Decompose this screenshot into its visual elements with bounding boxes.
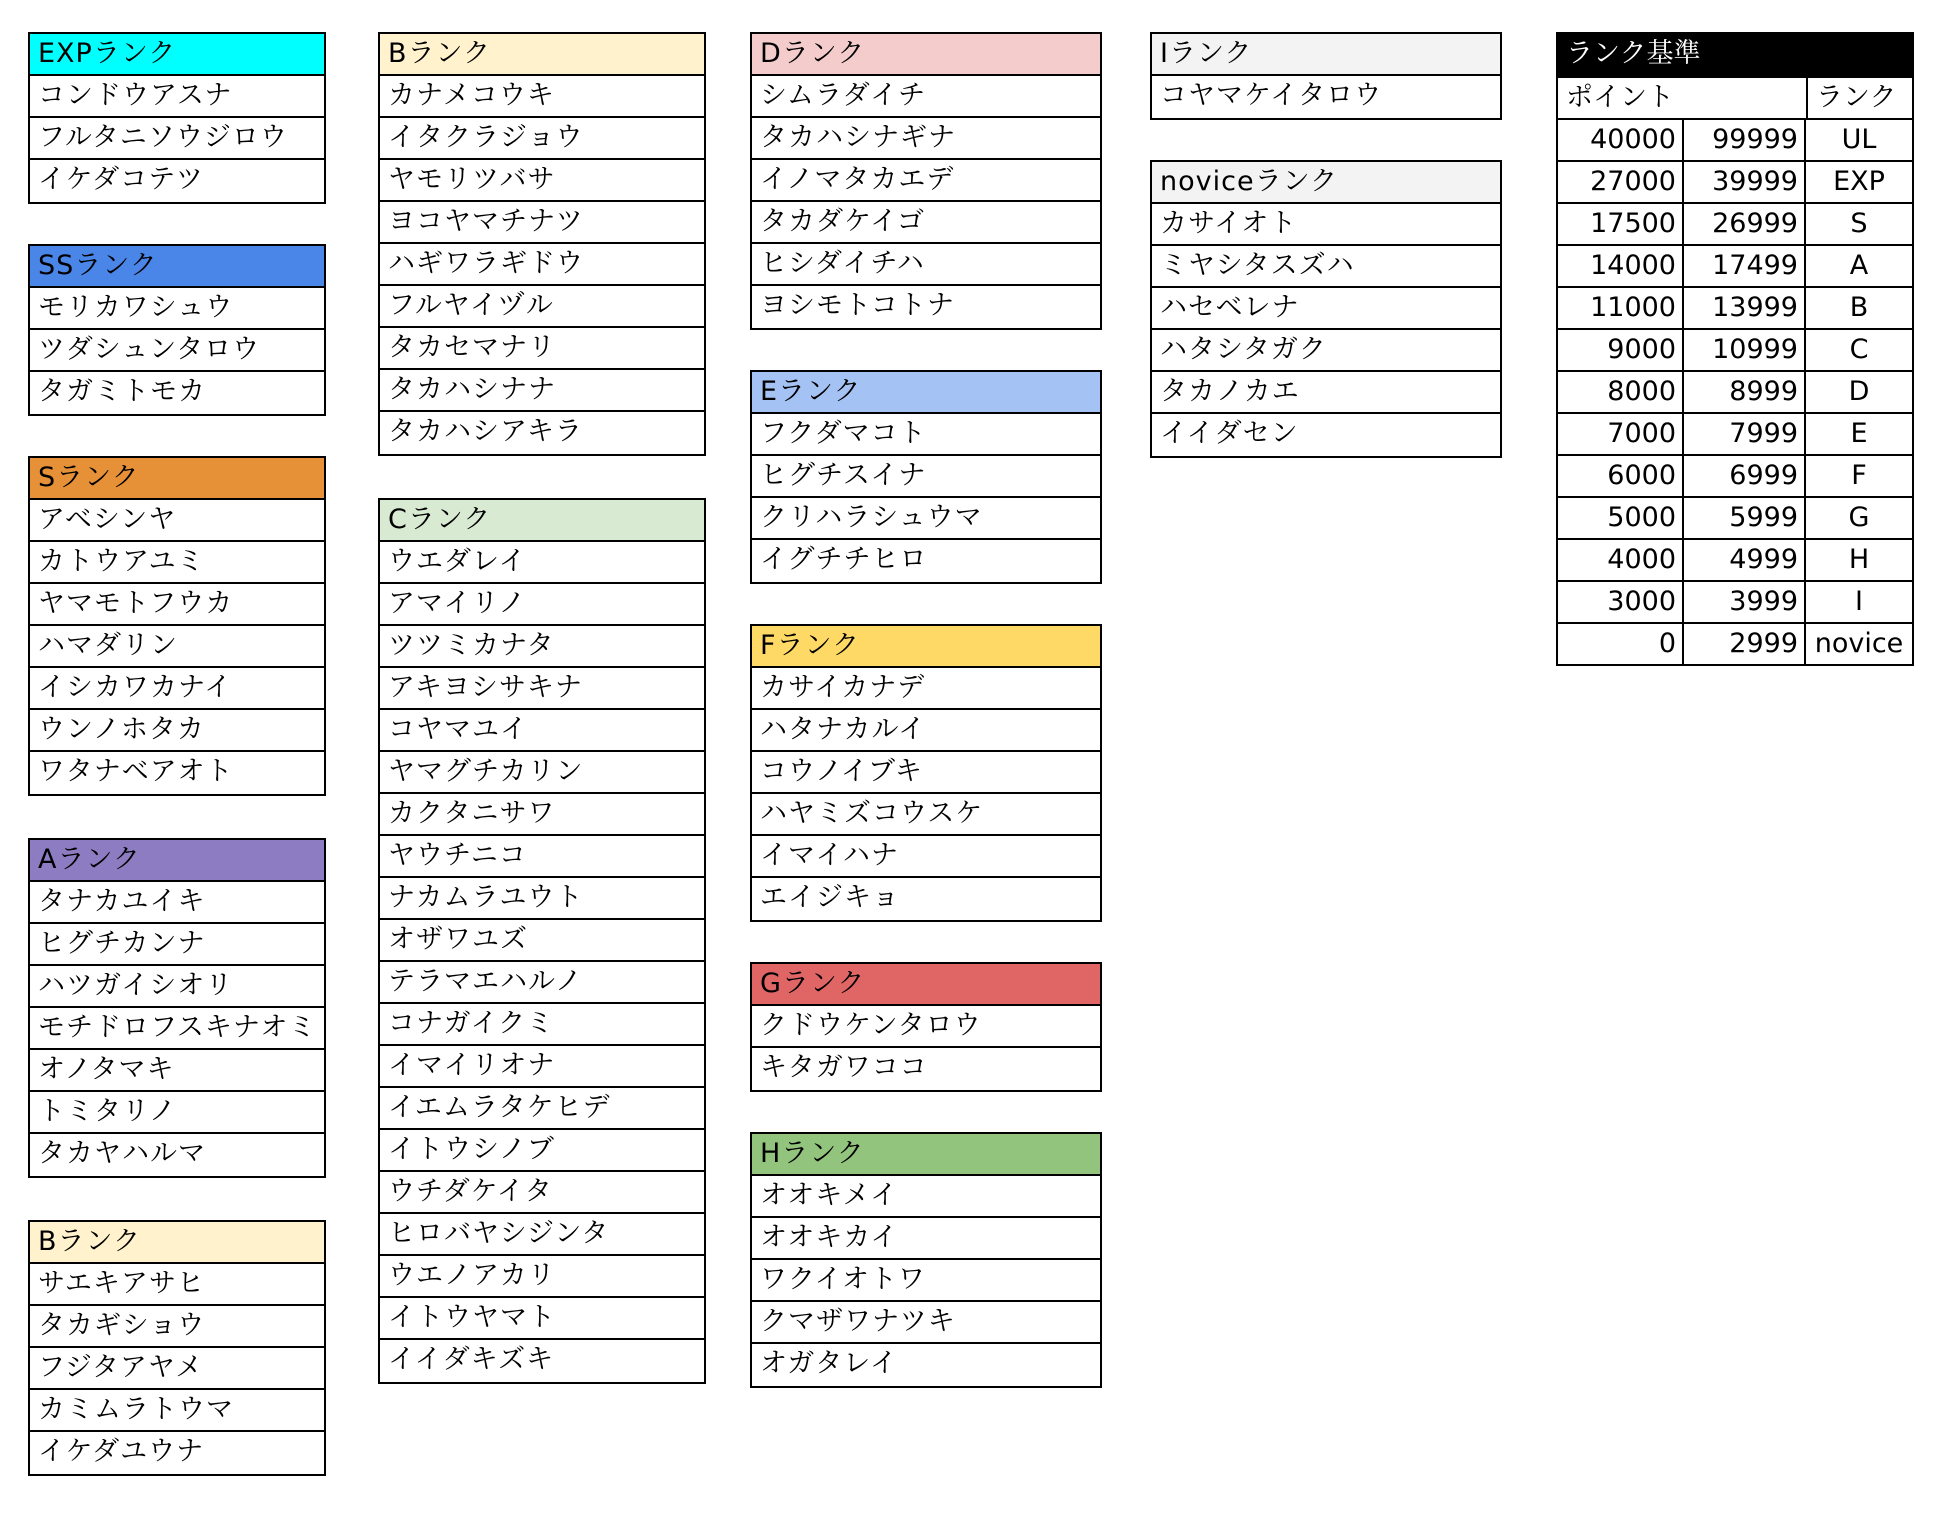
member-name: コウノイブキ <box>752 752 1100 794</box>
rank-group <box>750 370 1102 584</box>
member-name: モチドロフスキナオミ <box>30 1008 324 1050</box>
member-name: ヤマグチカリン <box>380 752 704 794</box>
rank-group <box>378 32 706 456</box>
rank-group <box>750 624 1102 922</box>
member-name: イケダコテツ <box>38 164 204 195</box>
rank-group-title: Aランク <box>30 840 324 882</box>
criteria-row <box>1558 622 1912 664</box>
member-name: タカハシナナ <box>380 370 704 412</box>
criteria-max: 5999 <box>1684 498 1806 538</box>
criteria-min: 9000 <box>1558 330 1684 370</box>
rank-group-title: Dランク <box>752 34 1100 76</box>
criteria-row <box>1558 370 1912 412</box>
member-name: コヤマユイ <box>380 710 704 752</box>
criteria-rows <box>1558 118 1912 664</box>
criteria-max: 6999 <box>1684 456 1806 496</box>
member-name: イマイリオナ <box>380 1046 704 1088</box>
member-name: アベシンヤ <box>30 500 324 542</box>
member-name: タカヤハルマ <box>38 1138 206 1169</box>
criteria-point-label: ポイント <box>1566 82 1674 113</box>
criteria-rank: H <box>1848 544 1870 575</box>
member-name: カサイカナデ <box>752 668 1100 710</box>
criteria-max: 39999 <box>1684 162 1806 202</box>
criteria-rank: S <box>1850 208 1868 239</box>
rank-group <box>1150 160 1502 458</box>
member-name: タカハシナギナ <box>752 118 1100 160</box>
criteria-min: 17500 <box>1558 204 1684 244</box>
member-name: カサイオト <box>1152 204 1500 246</box>
criteria-row <box>1558 118 1912 160</box>
member-name: カクタニサワ <box>380 794 704 836</box>
member-name: タカハシアキラ <box>388 416 583 447</box>
rank-group-title: Cランク <box>380 500 704 542</box>
rank-group <box>750 32 1102 330</box>
criteria-min: 4000 <box>1558 540 1684 580</box>
criteria-max: 13999 <box>1684 288 1806 328</box>
criteria-rank: D <box>1848 376 1870 407</box>
member-name: ハマダリン <box>30 626 324 668</box>
member-name: クドウケンタロウ <box>752 1006 1100 1048</box>
member-name: ウエダレイ <box>380 542 704 584</box>
criteria-min: 7000 <box>1558 414 1684 454</box>
criteria-rank: B <box>1849 292 1869 323</box>
criteria-rank: novice <box>1814 628 1904 659</box>
member-name: ハタナカルイ <box>752 710 1100 752</box>
member-name: イシカワカナイ <box>30 668 324 710</box>
member-name: キタガワココ <box>760 1052 928 1083</box>
member-name: オオキカイ <box>752 1218 1100 1260</box>
member-name: オザワユズ <box>380 920 704 962</box>
criteria-rank: C <box>1849 334 1869 365</box>
rank-group <box>378 498 706 1384</box>
member-name: ウチダケイタ <box>380 1172 704 1214</box>
member-name: ワクイオトワ <box>752 1260 1100 1302</box>
member-name: イノマタカエデ <box>752 160 1100 202</box>
member-name: ハタシタガク <box>1152 330 1500 372</box>
criteria-min: 27000 <box>1558 162 1684 202</box>
member-name: コナガイクミ <box>380 1004 704 1046</box>
member-name: オオキメイ <box>752 1176 1100 1218</box>
member-name: エイジキョ <box>760 882 900 913</box>
criteria-row <box>1558 412 1912 454</box>
member-name: イグチチヒロ <box>760 544 928 575</box>
rank-group-title: Hランク <box>752 1134 1100 1176</box>
member-name: ハセベレナ <box>1152 288 1500 330</box>
member-name: ヒシダイチハ <box>752 244 1100 286</box>
criteria-min: 8000 <box>1558 372 1684 412</box>
criteria-max: 17499 <box>1684 246 1806 286</box>
member-name: ナカムラユウト <box>380 878 704 920</box>
member-name: ウエノアカリ <box>380 1256 704 1298</box>
member-name: イタクラジョウ <box>380 118 704 160</box>
rank-group-title: noviceランク <box>1152 162 1500 204</box>
criteria-rank: UL <box>1841 124 1877 155</box>
member-name: ヤモリツバサ <box>380 160 704 202</box>
criteria-max: 10999 <box>1684 330 1806 370</box>
member-name: オガタレイ <box>760 1348 898 1379</box>
member-name: ヒロバヤシジンタ <box>380 1214 704 1256</box>
rank-group-title: Eランク <box>752 372 1100 414</box>
criteria-rank: A <box>1849 250 1869 281</box>
rank-group-title: Sランク <box>30 458 324 500</box>
member-name: アキヨシサキナ <box>380 668 704 710</box>
criteria-min: 5000 <box>1558 498 1684 538</box>
member-name: シムラダイチ <box>752 76 1100 118</box>
member-name: タガミトモカ <box>38 376 206 407</box>
criteria-rank: I <box>1855 586 1863 617</box>
criteria-row <box>1558 286 1912 328</box>
rank-criteria-table <box>1556 32 1914 666</box>
criteria-title: ランク基準 <box>1558 34 1912 76</box>
member-name: ツダシュンタロウ <box>30 330 324 372</box>
member-name: アマイリノ <box>380 584 704 626</box>
member-name: ヒグチスイナ <box>752 456 1100 498</box>
rank-group-title: Bランク <box>380 34 704 76</box>
criteria-row <box>1558 454 1912 496</box>
criteria-max: 26999 <box>1684 204 1806 244</box>
member-name: ヨコヤマチナツ <box>380 202 704 244</box>
criteria-max: 99999 <box>1684 120 1806 160</box>
member-name: フルヤイヅル <box>380 286 704 328</box>
member-name: フルタニソウジロウ <box>30 118 324 160</box>
member-name: サエキアサヒ <box>30 1264 324 1306</box>
member-name: タカダケイゴ <box>752 202 1100 244</box>
criteria-max: 8999 <box>1684 372 1806 412</box>
criteria-row <box>1558 496 1912 538</box>
rank-group <box>28 1220 326 1476</box>
criteria-row <box>1558 538 1912 580</box>
member-name: オノタマキ <box>30 1050 324 1092</box>
member-name: フジタアヤメ <box>30 1348 324 1390</box>
member-name: カトウアユミ <box>30 542 324 584</box>
criteria-rank: EXP <box>1833 166 1885 197</box>
member-name: コンドウアスナ <box>30 76 324 118</box>
member-name: ヤウチニコ <box>380 836 704 878</box>
member-name: クリハラシュウマ <box>752 498 1100 540</box>
criteria-row <box>1558 580 1912 622</box>
member-name: イトウヤマト <box>380 1298 704 1340</box>
member-name: カミムラトウマ <box>30 1390 324 1432</box>
member-name: ウンノホタカ <box>30 710 324 752</box>
criteria-rank: G <box>1848 502 1870 533</box>
member-name: イマイハナ <box>752 836 1100 878</box>
member-name: コヤマケイタロウ <box>1160 80 1383 111</box>
member-name: トミタリノ <box>30 1092 324 1134</box>
member-name: モリカワシュウ <box>30 288 324 330</box>
member-name: イケダユウナ <box>38 1436 205 1467</box>
member-name: ヨシモトコトナ <box>760 290 955 321</box>
member-name: タカノカエ <box>1152 372 1500 414</box>
member-name: テラマエハルノ <box>380 962 704 1004</box>
criteria-row <box>1558 328 1912 370</box>
criteria-min: 3000 <box>1558 582 1684 622</box>
rank-group <box>28 456 326 796</box>
member-name: ワタナベアオト <box>38 756 234 787</box>
member-name: カナメコウキ <box>380 76 704 118</box>
rank-group <box>750 962 1102 1092</box>
member-name: ハギワラギドウ <box>380 244 704 286</box>
criteria-min: 0 <box>1558 624 1684 664</box>
criteria-row <box>1558 202 1912 244</box>
member-name: タカセマナリ <box>380 328 704 370</box>
criteria-row <box>1558 244 1912 286</box>
rank-group-title: Iランク <box>1152 34 1500 76</box>
rank-group <box>28 838 326 1178</box>
member-name: ヤマモトフウカ <box>30 584 324 626</box>
rank-group-title: Fランク <box>752 626 1100 668</box>
rank-group <box>750 1132 1102 1388</box>
criteria-min: 40000 <box>1558 120 1684 160</box>
rank-group <box>28 32 326 204</box>
criteria-rank-label: ランク <box>1806 78 1912 118</box>
member-name: ハツガイシオリ <box>30 966 324 1008</box>
criteria-max: 7999 <box>1684 414 1806 454</box>
rank-group <box>28 244 326 416</box>
member-name: ツツミカナタ <box>380 626 704 668</box>
member-name: フクダマコト <box>752 414 1100 456</box>
criteria-rank: E <box>1850 418 1868 449</box>
criteria-header-row <box>1558 76 1912 118</box>
rank-group-title: Gランク <box>752 964 1100 1006</box>
member-name: イトウシノブ <box>380 1130 704 1172</box>
criteria-max: 3999 <box>1684 582 1806 622</box>
rank-group <box>1150 32 1502 120</box>
criteria-min: 6000 <box>1558 456 1684 496</box>
member-name: タカギショウ <box>30 1306 324 1348</box>
member-name: ハヤミズコウスケ <box>752 794 1100 836</box>
criteria-max: 2999 <box>1684 624 1806 664</box>
criteria-max: 4999 <box>1684 540 1806 580</box>
member-name: クマザワナツキ <box>752 1302 1100 1344</box>
criteria-min: 11000 <box>1558 288 1684 328</box>
criteria-row <box>1558 160 1912 202</box>
criteria-min: 14000 <box>1558 246 1684 286</box>
rank-group-title: SSランク <box>30 246 324 288</box>
rank-group-title: Bランク <box>30 1222 324 1264</box>
criteria-rank: F <box>1851 460 1867 491</box>
rank-group-title: EXPランク <box>30 34 324 76</box>
member-name: ヒグチカンナ <box>30 924 324 966</box>
member-name: タナカユイキ <box>30 882 324 924</box>
member-name: イイダセン <box>1160 418 1299 449</box>
member-name: イエムラタケヒデ <box>380 1088 704 1130</box>
member-name: イイダキズキ <box>388 1344 555 1375</box>
member-name: ミヤシタスズハ <box>1152 246 1500 288</box>
